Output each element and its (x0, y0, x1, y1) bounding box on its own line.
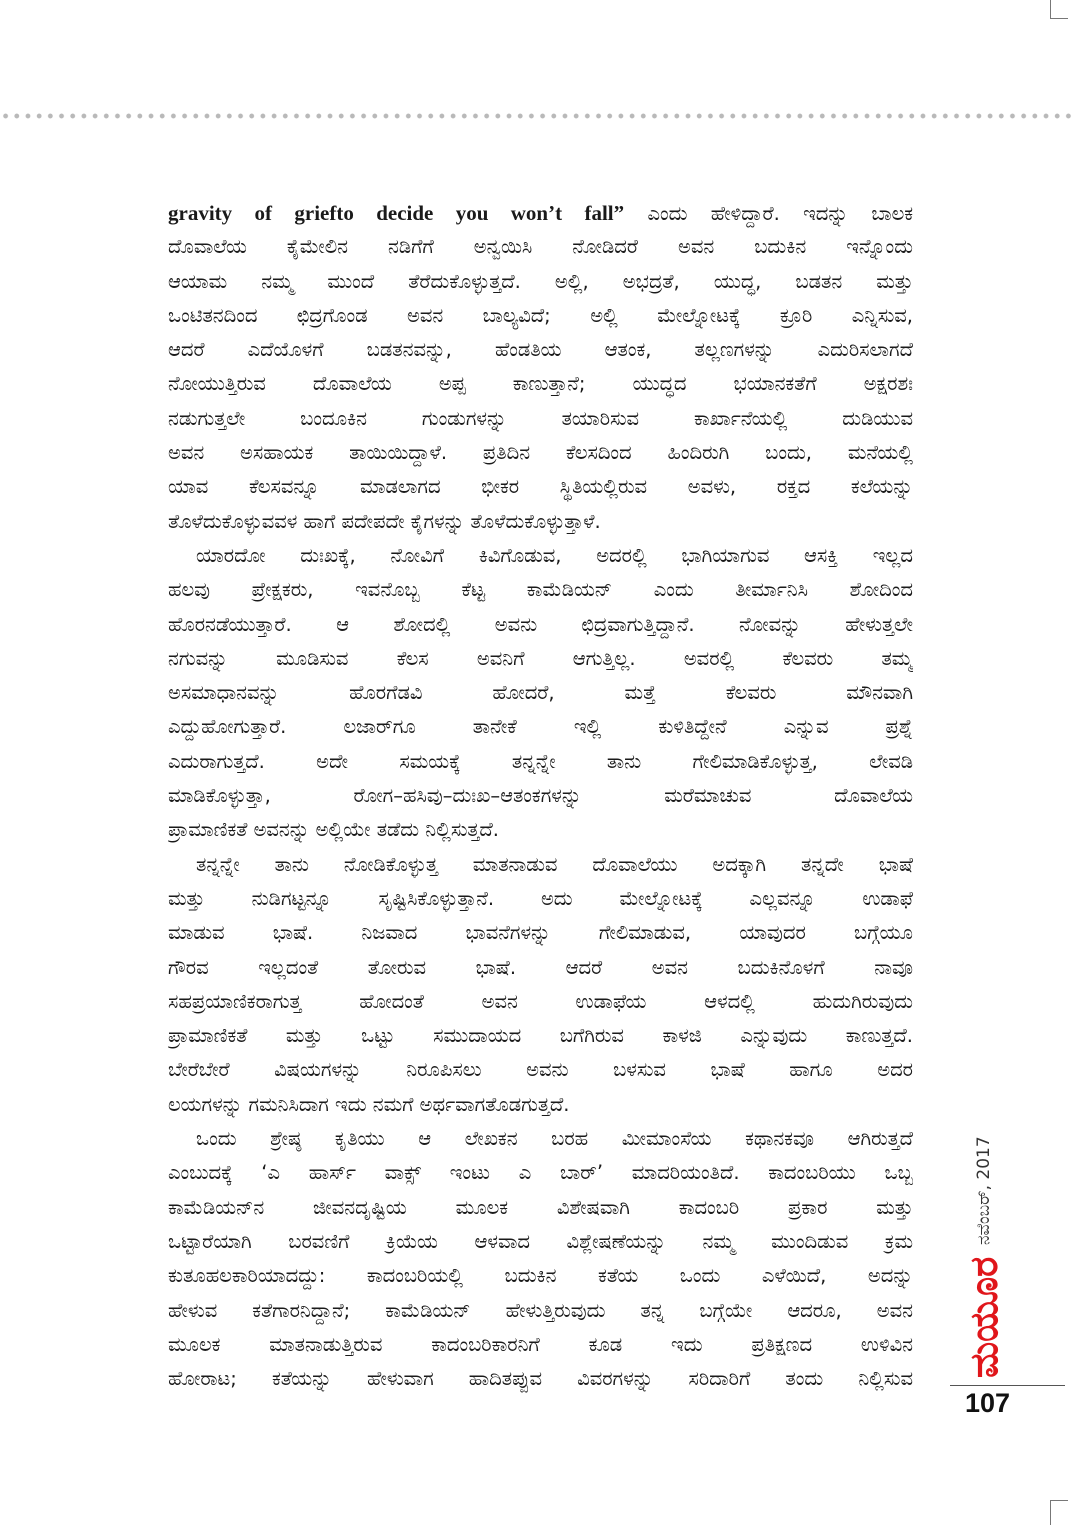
page-number: 107 (965, 1388, 1011, 1418)
text-line: ನಗುವನ್ನು ಮೂಡಿಸುವ ಕೆಲಸ ಅವನಿಗೆ ಆಗುತ್ತಿಲ್ಲ. ಅವರಲ್ಲಿ ಕೆಲವರು ತಮ್ಮ (168, 646, 913, 670)
text-line: ಮೂಲಕ ಮಾತನಾಡುತ್ತಿರುವ ಕಾದಂಬರಿಕಾರನಿಗೆ ಕೂಡ ಇದು ಪ್ರತಿಕ್ಷಣದ ಉಳಿವಿನ (168, 1332, 913, 1356)
text-line: ಹೊರನಡೆಯುತ್ತಾರೆ. ಆ ಶೋದಲ್ಲಿ ಅವನು ಛಿದ್ರವಾಗುತ್ತಿದ್ದಾನೆ. ನೋವನ್ನು ಹೇಳುತ್ತಲೇ (168, 612, 913, 636)
text-line: ಮಾಡಿಕೊಳ್ಳುತ್ತಾ, ರೋಗ–ಹಸಿವು–ದುಃಖ–ಆತಂಕಗಳನ್ನು ಮರೆಮಾಚುವ ದೊವಾಲೆಯ (168, 784, 913, 808)
text-line: ನೋಯುತ್ತಿರುವ ದೊವಾಲೆಯ ಅಪ್ಪ ಕಾಣುತ್ತಾನೆ; ಯುದ್ಧದ ಭಯಾನಕತೆಗೆ ಅಕ್ಷರಶಃ (168, 372, 913, 396)
text-line: ದೊವಾಲೆಯ ಕೈಮೇಲಿನ ನಡಿಗೆಗೆ ಅನ್ವಯಿಸಿ ನೋಡಿದರೆ ಅವನ ಬದುಕಿನ ಇನ್ನೊಂದು (168, 235, 913, 259)
text-line: ಬೇರೆಬೇರೆ ವಿಷಯಗಳನ್ನು ನಿರೂಪಿಸಲು ಅವನು ಬಳಸುವ ಭಾಷೆ ಹಾಗೂ ಅದರ (168, 1058, 913, 1082)
text-line: ಒಂದು ಶ್ರೇಷ್ಠ ಕೃತಿಯು ಆ ಲೇಖಕನ ಬರಹ ಮೀಮಾಂಸೆಯ ಕಥಾನಕವೂ ಆಗಿರುತ್ತದೆ (196, 1127, 913, 1151)
kannada-text: ಎಂದು ಹೇಳಿದ್ದಾರೆ. ಇದನ್ನು ಬಾಲಕ (624, 202, 913, 225)
text-line: ಲಯಗಳನ್ನು ಗಮನಿಸಿದಾಗ ಇದು ನಮಗೆ ಅರ್ಥವಾಗತೊಡಗುತ್ತದೆ. (168, 1092, 570, 1116)
text-line: ಅಸಮಾಧಾನವನ್ನು ಹೊರಗೆಡವಿ ಹೋದರೆ, ಮತ್ತೆ ಕೆಲವರು ಮೌನವಾಗಿ (168, 681, 913, 705)
crop-mark-top-right-h (1050, 18, 1068, 19)
text-line: ಸಹಪ್ರಯಾಣಿಕರಾಗುತ್ತ ಹೋದಂತೆ ಅವನ ಉಡಾಫೆಯ ಆಳದಲ್ಲಿ ಹುದುಗಿರುವುದು (168, 989, 913, 1013)
text-line: ತನ್ನನ್ನೇ ತಾನು ನೋಡಿಕೊಳ್ಳುತ್ತ ಮಾತನಾಡುವ ದೊವಾಲೆಯು ಅದಕ್ಕಾಗಿ ತನ್ನದೇ ಭಾಷೆ (196, 852, 913, 876)
text-line: ಪ್ರಾಮಾಣಿಕತೆ ಅವನನ್ನು ಅಲ್ಲಿಯೇ ತಡೆದು ನಿಲ್ಲಿಸುತ್ತದೆ. (168, 818, 499, 842)
text-line: ಯಾವ ಕೆಲಸವನ್ನೂ ಮಾಡಲಾಗದ ಭೀಕರ ಸ್ಥಿತಿಯಲ್ಲಿರುವ ಅವಳು, ರಕ್ತದ ಕಲೆಯನ್ನು (168, 475, 913, 499)
dotted-divider (0, 113, 1072, 119)
english-quote: gravity of griefto decide you won’t fall” (168, 201, 625, 225)
issue-date: ನವೆಂಬರ್, 2017 (974, 1136, 994, 1245)
text-line: ಆಯಾಮ ನಮ್ಮ ಮುಂದೆ ತೆರೆದುಕೊಳ್ಳುತ್ತದೆ. ಅಲ್ಲಿ, ಅಭದ್ರತೆ, ಯುದ್ಧ, ಬಡತನ ಮತ್ತು (168, 269, 913, 293)
text-line: ಹೇಳುವ ಕತೆಗಾರನಿದ್ದಾನೆ; ಕಾಮೆಡಿಯನ್ ಹೇಳುತ್ತಿರುವುದು ತನ್ನ ಬಗ್ಗೆಯೇ ಆದರೂ, ಅವನ (168, 1298, 913, 1322)
crop-mark-top-right-v (1050, 0, 1051, 18)
text-line: ಹೋರಾಟ; ಕತೆಯನ್ನು ಹೇಳುವಾಗ ಹಾದಿತಪ್ಪುವ ವಿವರಗಳನ್ನು ಸರಿದಾರಿಗೆ ತಂದು ನಿಲ್ಲಿಸುವ (168, 1367, 913, 1391)
crop-mark-bottom-right-v (1050, 1500, 1051, 1525)
text-line: ಒಂಟಿತನದಿಂದ ಛಿದ್ರಗೊಂಡ ಅವನ ಬಾಲ್ಯವಿದೆ; ಅಲ್ಲಿ ಮೇಲ್ನೋಟಕ್ಕೆ ಕ್ರೂರಿ ಎನ್ನಿಸುವ, (168, 303, 913, 327)
text-line: ನಡುಗುತ್ತಲೇ ಬಂದೂಕಿನ ಗುಂಡುಗಳನ್ನು ತಯಾರಿಸುವ ಕಾರ್ಖಾನೆಯಲ್ಲಿ ದುಡಿಯುವ (168, 406, 913, 430)
text-line: ಒಟ್ಟಾರೆಯಾಗಿ ಬರವಣಿಗೆ ಕ್ರಿಯೆಯ ಆಳವಾದ ವಿಶ್ಲೇಷಣೆಯನ್ನು ನಮ್ಮ ಮುಂದಿಡುವ ಕ್ರಮ (168, 1229, 913, 1253)
text-line: ಗೌರವ ಇಲ್ಲದಂತೆ ತೋರುವ ಭಾಷೆ. ಆದರೆ ಅವನ ಬದುಕಿನೊಳಗೆ ನಾವೂ (168, 955, 913, 979)
text-line: ಪ್ರಾಮಾಣಿಕತೆ ಮತ್ತು ಒಟ್ಟು ಸಮುದಾಯದ ಬಗೆಗಿರುವ ಕಾಳಜಿ ಎನ್ನುವುದು ಕಾಣುತ್ತದೆ. (168, 1024, 913, 1048)
text-line: ಮಾಡುವ ಭಾಷೆ. ನಿಜವಾದ ಭಾವನೆಗಳನ್ನು ಗೇಲಿಮಾಡುವ, ಯಾವುದರ ಬಗ್ಗೆಯೂ (168, 921, 913, 945)
text-line: ಹಲವು ಪ್ರೇಕ್ಷಕರು, ಇವನೊಬ್ಬ ಕೆಟ್ಟ ಕಾಮೆಡಿಯನ್ ಎಂದು ತೀರ್ಮಾನಿಸಿ ಶೋದಿಂದ (168, 578, 913, 602)
text-line: ಆದರೆ ಎದೆಯೊಳಗೆ ಬಡತನವನ್ನು, ಹೆಂಡತಿಯ ಆತಂಕ, ತಲ್ಲಣಗಳನ್ನು ಎದುರಿಸಲಾಗದೆ (168, 338, 913, 362)
magazine-logo: ಮಯೂರ (962, 1256, 1006, 1378)
text-line: ಯಾರದೋ ದುಃಖಕ್ಕೆ, ನೋವಿಗೆ ಕಿವಿಗೊಡುವ, ಅದರಲ್ಲಿ ಭಾಗಿಯಾಗುವ ಆಸಕ್ತಿ ಇಲ್ಲದ (196, 543, 913, 567)
text-line: ಎಂಬುದಕ್ಕೆ ‘ಎ ಹಾರ್ಸ್ ವಾಕ್ಸ್ ಇಂಟು ಎ ಬಾರ್’ ಮಾದರಿಯಂತಿದೆ. ಕಾದಂಬರಿಯು ಒಬ್ಬ (168, 1161, 913, 1185)
page-number-rule (950, 1385, 1065, 1386)
text-line: ಎದ್ದುಹೋಗುತ್ತಾರೆ. ಲಜಾರ್‌ಗೂ ತಾನೇಕೆ ಇಲ್ಲಿ ಕುಳಿತಿದ್ದೇನೆ ಎನ್ನುವ ಪ್ರಶ್ನೆ (168, 715, 913, 739)
text-line: ಮತ್ತು ನುಡಿಗಟ್ಟನ್ನೂ ಸೃಷ್ಟಿಸಿಕೊಳ್ಳುತ್ತಾನೆ. ಅದು ಮೇಲ್ನೋಟಕ್ಕೆ ಎಲ್ಲವನ್ನೂ ಉಡಾಫೆ (168, 886, 913, 910)
text-line: ಅವನ ಅಸಹಾಯಕ ತಾಯಿಯಿದ್ದಾಳೆ. ಪ್ರತಿದಿನ ಕೆಲಸದಿಂದ ಹಿಂದಿರುಗಿ ಬಂದು, ಮನೆಯಲ್ಲಿ (168, 441, 913, 465)
text-line (168, 196, 913, 230)
text-line: ಕುತೂಹಲಕಾರಿಯಾದದ್ದು: ಕಾದಂಬರಿಯಲ್ಲಿ ಬದುಕಿನ ಕತೆಯ ಒಂದು ಎಳೆಯಿದೆ, ಅದನ್ನು (168, 1264, 913, 1288)
text-line: ಕಾಮೆಡಿಯನ್‌ನ ಜೀವನದೃಷ್ಟಿಯ ಮೂಲಕ ವಿಶೇಷವಾಗಿ ಕಾದಂಬರಿ ಪ್ರಕಾರ ಮತ್ತು (168, 1195, 913, 1219)
text-line: ತೊಳೆದುಕೊಳ್ಳುವವಳ ಹಾಗೆ ಪದೇಪದೇ ಕೈಗಳನ್ನು ತೊಳೆದುಕೊಳ್ಳುತ್ತಾಳೆ. (168, 509, 601, 533)
text-line: ಎದುರಾಗುತ್ತದೆ. ಅದೇ ಸಮಯಕ್ಕೆ ತನ್ನನ್ನೇ ತಾನು ಗೇಲಿಮಾಡಿಕೊಳ್ಳುತ್ತ, ಲೇವಡಿ (168, 749, 913, 773)
article-body (168, 196, 913, 1396)
crop-mark-bottom-right-h (1050, 1500, 1068, 1501)
